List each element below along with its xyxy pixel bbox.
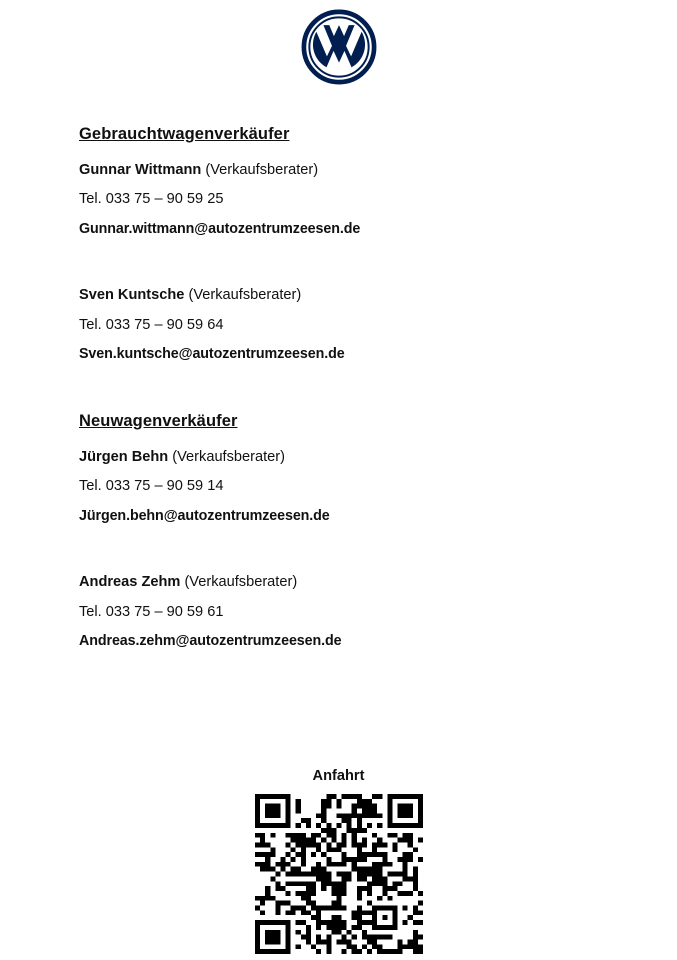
anfahrt-section (0, 768, 677, 959)
contact-name: Sven Kuntsche (79, 287, 185, 304)
contact-role: (Verkaufsberater) (172, 448, 286, 465)
spacer (79, 386, 619, 412)
qr-code-icon[interactable] (255, 794, 423, 954)
contact-email[interactable]: Sven.kuntsche@autozentrumzeesen.de (79, 346, 345, 363)
contact-entry (79, 450, 619, 523)
contact-entry (79, 163, 619, 236)
contact-email[interactable]: Jürgen.behn@autozentrumzeesen.de (79, 507, 330, 524)
section-title: Gebrauchtwagenverkäufer (79, 125, 290, 143)
spacer (79, 549, 619, 575)
spacer (79, 262, 619, 288)
section-title: Neuwagenverkäufer (79, 411, 238, 430)
contact-email[interactable]: Andreas.zehm@autozentrumzeesen.de (79, 633, 342, 650)
contact-name: Jürgen Behn (79, 448, 169, 465)
contact-phone: Tel. 033 75 – 90 59 61 (79, 603, 224, 620)
contact-list (79, 125, 619, 649)
contact-role: (Verkaufsberater) (184, 574, 298, 591)
contact-name: Gunnar Wittmann (79, 161, 202, 178)
contact-role: (Verkaufsberater) (205, 161, 319, 178)
contact-phone: Tel. 033 75 – 90 59 64 (79, 316, 224, 333)
contact-name-role (79, 575, 619, 590)
section-gebrauchtwagen (79, 125, 619, 362)
contact-name-role (79, 163, 619, 178)
contact-entry (79, 575, 619, 648)
logo-container (0, 8, 677, 86)
contact-entry (79, 288, 619, 361)
contact-role: (Verkaufsberater) (188, 287, 302, 304)
anfahrt-title: Anfahrt (312, 768, 365, 784)
contact-phone: Tel. 033 75 – 90 59 14 (79, 478, 224, 495)
contact-email[interactable]: Gunnar.wittmann@autozentrumzeesen.de (79, 220, 361, 237)
contact-name-role (79, 450, 619, 465)
section-neuwagen (79, 412, 619, 649)
contact-phone: Tel. 033 75 – 90 59 25 (79, 191, 224, 208)
contact-name-role (79, 288, 619, 303)
volkswagen-logo-icon (300, 8, 378, 86)
contact-name: Andreas Zehm (79, 574, 181, 591)
spacer (79, 362, 619, 386)
